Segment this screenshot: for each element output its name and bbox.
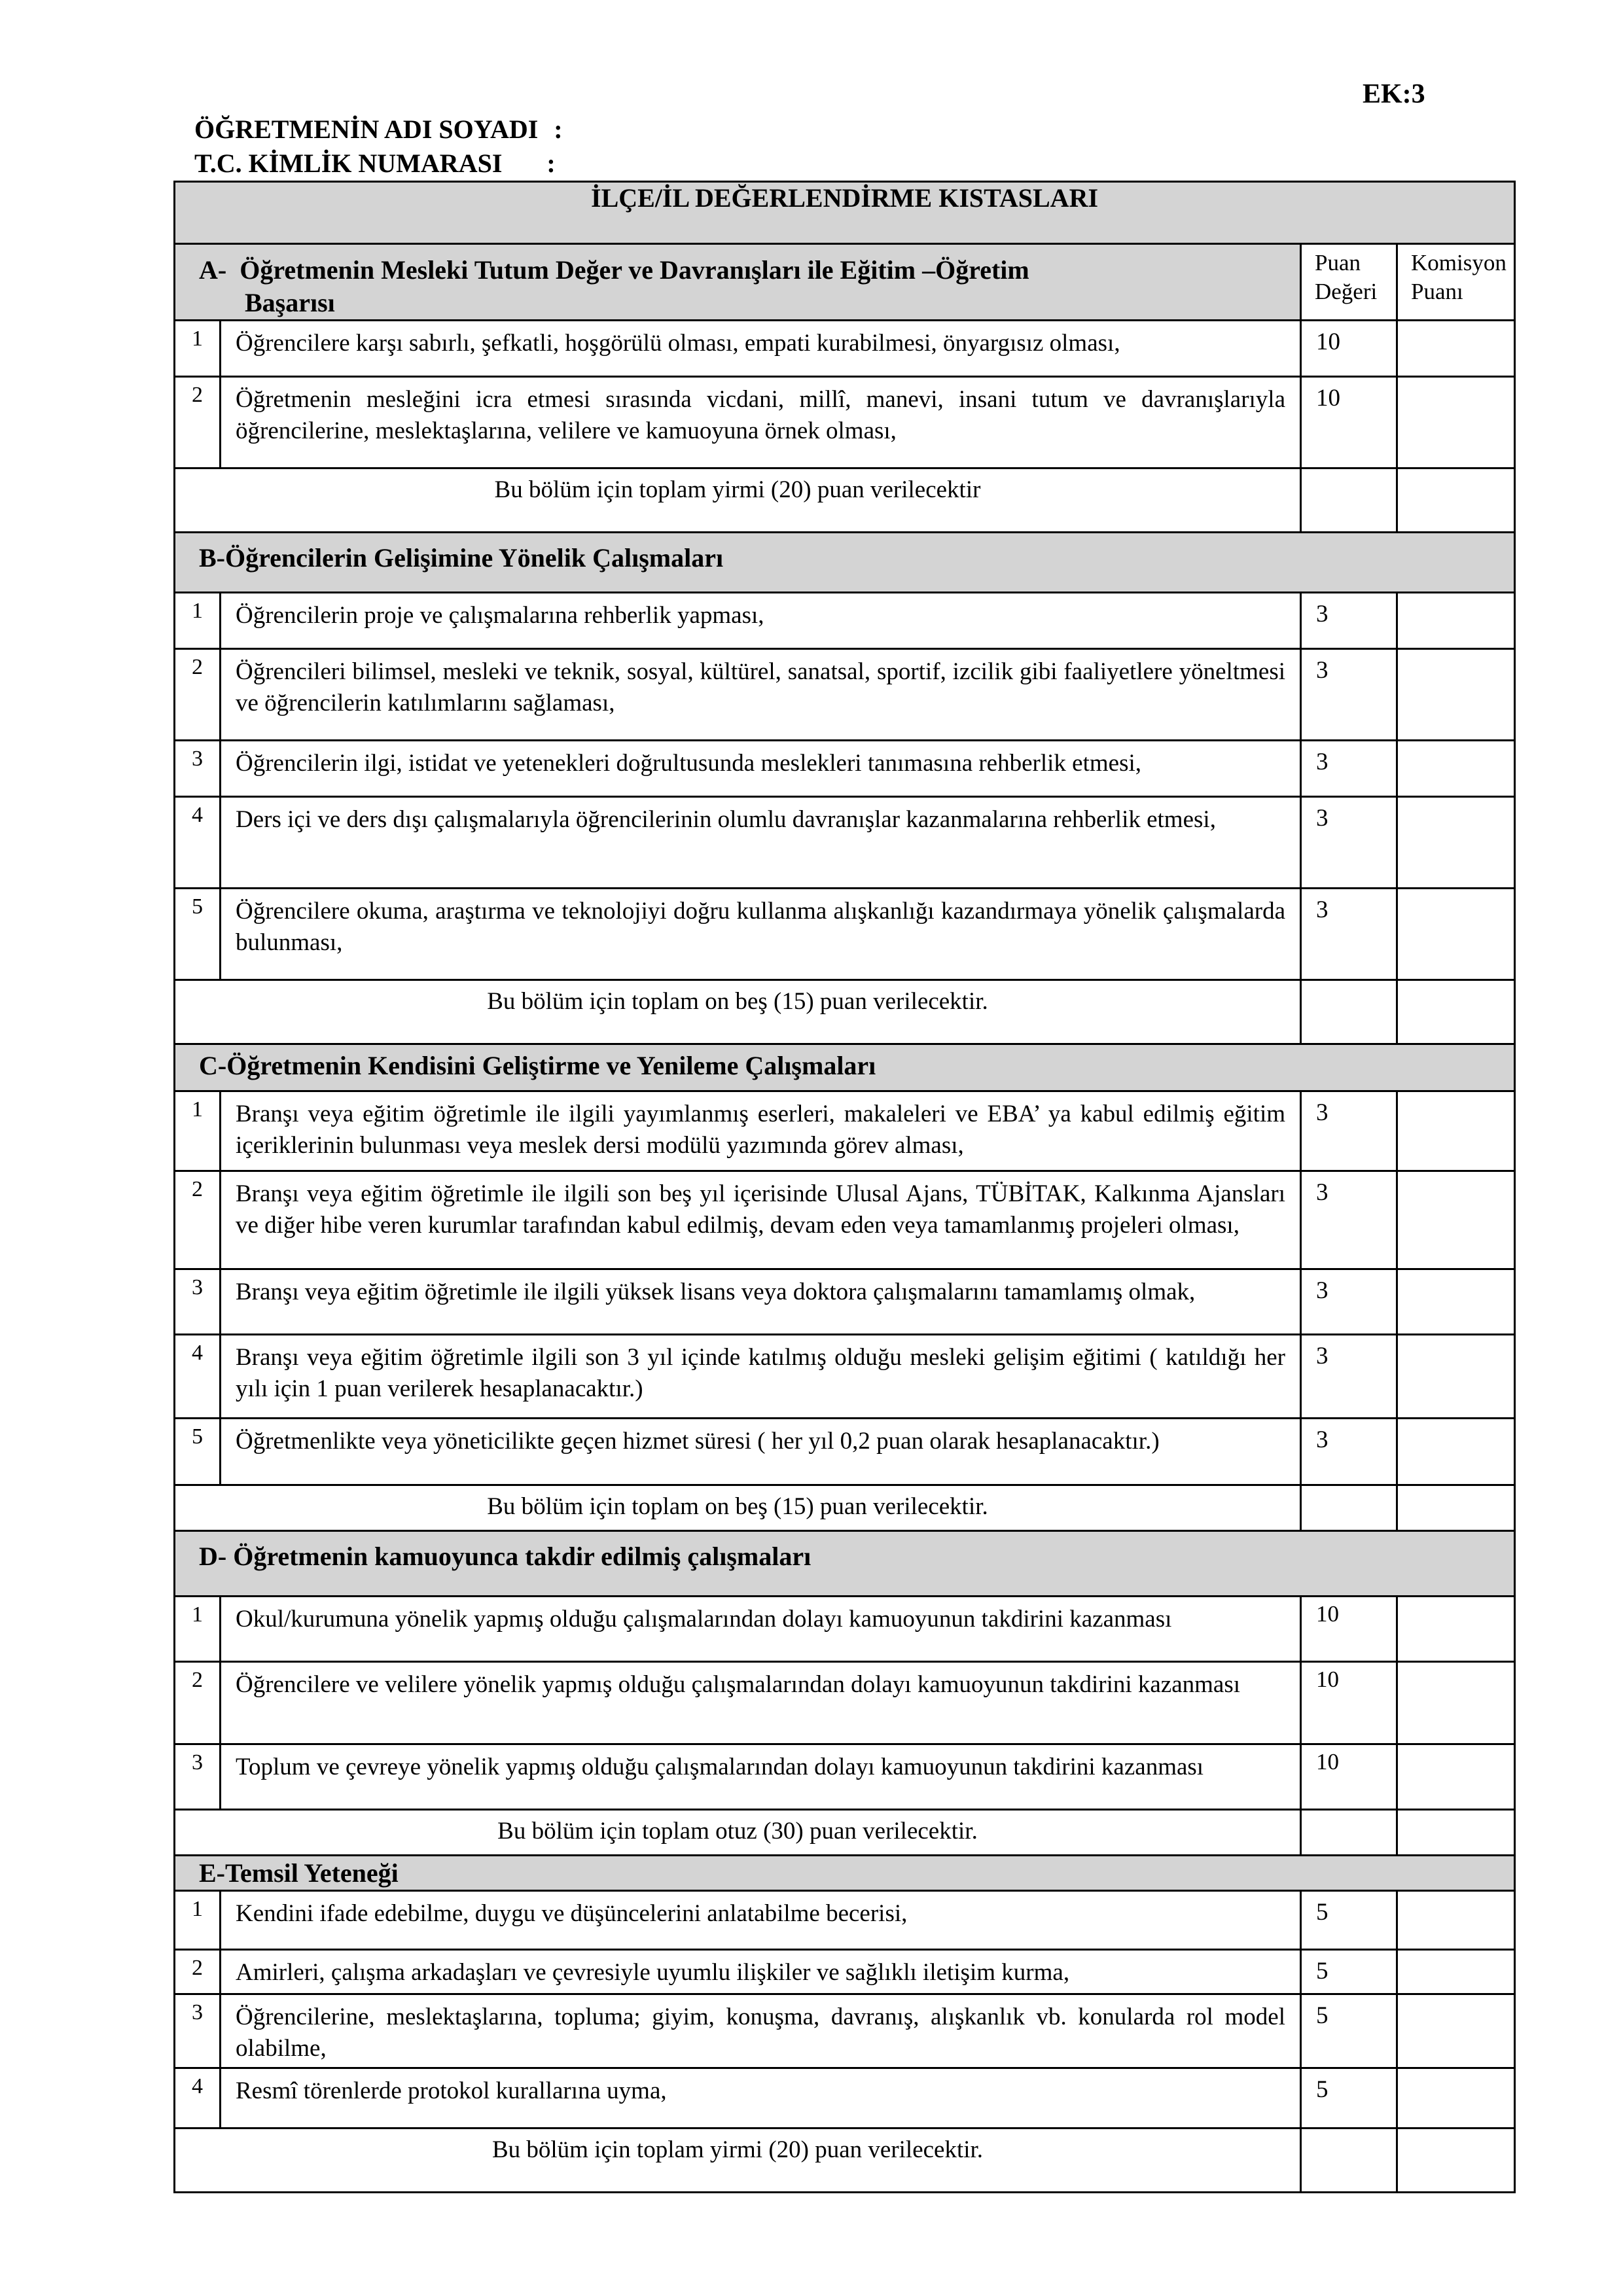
criterion-text: Resmî törenlerde protokol kurallarına uyma, — [221, 2068, 1301, 2128]
point-value: 3 — [1301, 889, 1397, 980]
criterion-text: Öğrencilerine, meslektaşlarına, topluma; giyim, konuşma, davranış, alışkanlık vb. konularda rol model olabilme, — [221, 1994, 1301, 2068]
section-summary-row — [175, 468, 1515, 533]
section-d-header-row — [175, 1531, 1515, 1597]
commission-score-cell[interactable] — [1397, 1335, 1515, 1419]
commission-score-cell[interactable] — [1397, 1891, 1515, 1950]
criterion-text: Toplum ve çevreye yönelik yapmış olduğu çalışmalarından dolayı kamuoyunun takdirini kazanması — [221, 1744, 1301, 1810]
table-row — [175, 321, 1515, 377]
table-title-row — [175, 182, 1515, 244]
section-b-title: B-Öğrencilerin Gelişimine Yönelik Çalışmaları — [175, 533, 1515, 593]
item-number: 2 — [175, 1662, 221, 1744]
point-total-cell — [1301, 980, 1397, 1044]
item-number: 3 — [175, 1994, 221, 2068]
table-row — [175, 1662, 1515, 1744]
teacher-id-colon: : — [546, 149, 556, 178]
section-b-summary: Bu bölüm için toplam on beş (15) puan verilecektir. — [175, 980, 1301, 1044]
teacher-id-label: T.C. KİMLİK NUMARASI — [194, 149, 503, 178]
section-summary-row — [175, 980, 1515, 1044]
point-value: 10 — [1301, 1597, 1397, 1662]
point-value: 5 — [1301, 1891, 1397, 1950]
point-value: 3 — [1301, 797, 1397, 889]
point-value: 10 — [1301, 377, 1397, 468]
commission-score-cell[interactable] — [1397, 377, 1515, 468]
annex-label: EK:3 — [1363, 79, 1425, 109]
point-value: 3 — [1301, 1091, 1397, 1171]
commission-score-cell[interactable] — [1397, 1171, 1515, 1269]
criterion-text: Kendini ifade edebilme, duygu ve düşüncelerini anlatabilme becerisi, — [221, 1891, 1301, 1950]
criterion-text: Öğrencilere karşı sabırlı, şefkatli, hoşgörülü olması, empati kurabilmesi, önyargısız olması, — [221, 321, 1301, 377]
table-row — [175, 377, 1515, 468]
commission-score-cell[interactable] — [1397, 1662, 1515, 1744]
item-number: 1 — [175, 1597, 221, 1662]
point-value: 5 — [1301, 2068, 1397, 2128]
section-a-title — [175, 244, 1301, 321]
item-number: 3 — [175, 741, 221, 797]
point-total-cell — [1301, 2128, 1397, 2193]
commission-score-cell[interactable] — [1397, 1269, 1515, 1335]
section-summary-row — [175, 1485, 1515, 1531]
criterion-text: Öğrencilere okuma, araştırma ve teknolojiyi doğru kullanma alışkanlığı kazandırmaya yönelik çalışmalarda bulunması, — [221, 889, 1301, 980]
point-value: 10 — [1301, 321, 1397, 377]
item-number: 3 — [175, 1269, 221, 1335]
table-row — [175, 1171, 1515, 1269]
criterion-text: Ders içi ve ders dışı çalışmalarıyla öğrencilerinin olumlu davranışlar kazanmalarına rehberlik etmesi, — [221, 797, 1301, 889]
section-a-summary: Bu bölüm için toplam yirmi (20) puan verilecektir — [175, 468, 1301, 533]
point-value: 3 — [1301, 593, 1397, 649]
item-number: 4 — [175, 1335, 221, 1419]
table-row — [175, 797, 1515, 889]
point-total-cell — [1301, 1810, 1397, 1856]
commission-total-cell[interactable] — [1397, 1485, 1515, 1531]
criterion-text: Öğrencilere ve velilere yönelik yapmış olduğu çalışmalarından dolayı kamuoyunun takdirini kazanması — [221, 1662, 1301, 1744]
section-c-title: C-Öğretmenin Kendisini Geliştirme ve Yenileme Çalışmaları — [175, 1044, 1515, 1091]
section-e-header-row — [175, 1856, 1515, 1891]
commission-score-cell[interactable] — [1397, 797, 1515, 889]
table-title: İLÇE/İL DEĞERLENDİRME KISTASLARI — [175, 182, 1515, 244]
point-value: 3 — [1301, 1171, 1397, 1269]
table-row — [175, 889, 1515, 980]
section-a-prefix: A- — [199, 255, 227, 285]
point-value: 10 — [1301, 1744, 1397, 1810]
section-c-summary: Bu bölüm için toplam on beş (15) puan verilecektir. — [175, 1485, 1301, 1531]
point-value: 3 — [1301, 741, 1397, 797]
column-header-puan: Puan Değeri — [1301, 244, 1397, 321]
item-number: 1 — [175, 593, 221, 649]
commission-score-cell[interactable] — [1397, 1091, 1515, 1171]
evaluation-criteria-table — [173, 181, 1516, 2193]
section-a-header-row — [175, 244, 1515, 321]
point-total-cell — [1301, 1485, 1397, 1531]
item-number: 5 — [175, 1419, 221, 1485]
table-row — [175, 741, 1515, 797]
table-row — [175, 1269, 1515, 1335]
point-value: 3 — [1301, 1335, 1397, 1419]
commission-score-cell[interactable] — [1397, 1950, 1515, 1994]
point-value: 5 — [1301, 1994, 1397, 2068]
table-row — [175, 1891, 1515, 1950]
teacher-name-line — [194, 114, 563, 145]
section-a-title-text: Öğretmenin Mesleki Tutum Değer ve Davranışları ile Eğitim –Öğretim — [240, 255, 1029, 285]
criterion-text: Amirleri, çalışma arkadaşları ve çevresiyle uyumlu ilişkiler ve sağlıklı iletişim kurma, — [221, 1950, 1301, 1994]
section-a-title-line2: Başarısı — [245, 288, 335, 317]
item-number: 5 — [175, 889, 221, 980]
table-row — [175, 649, 1515, 741]
item-number: 2 — [175, 1950, 221, 1994]
table-row — [175, 1744, 1515, 1810]
table-row — [175, 593, 1515, 649]
item-number: 3 — [175, 1744, 221, 1810]
section-summary-row — [175, 2128, 1515, 2193]
table-row — [175, 1950, 1515, 1994]
commission-score-cell[interactable] — [1397, 1744, 1515, 1810]
commission-total-cell[interactable] — [1397, 2128, 1515, 2193]
item-number: 1 — [175, 321, 221, 377]
point-value: 5 — [1301, 1950, 1397, 1994]
item-number: 2 — [175, 377, 221, 468]
criterion-text: Branşı veya eğitim öğretimle ile ilgili yüksek lisans veya doktora çalışmalarını tamamlamış olmak, — [221, 1269, 1301, 1335]
criterion-text: Öğrencilerin ilgi, istidat ve yetenekleri doğrultusunda meslekleri tanımasına rehberlik etmesi, — [221, 741, 1301, 797]
point-value: 3 — [1301, 1419, 1397, 1485]
table-row — [175, 1994, 1515, 2068]
item-number: 1 — [175, 1091, 221, 1171]
commission-score-cell[interactable] — [1397, 889, 1515, 980]
item-number: 2 — [175, 649, 221, 741]
section-summary-row — [175, 1810, 1515, 1856]
criterion-text: Öğretmenlikte veya yöneticilikte geçen hizmet süresi ( her yıl 0,2 puan olarak hesaplanacaktır.) — [221, 1419, 1301, 1485]
section-e-summary: Bu bölüm için toplam yirmi (20) puan verilecektir. — [175, 2128, 1301, 2193]
point-value: 3 — [1301, 649, 1397, 741]
commission-total-cell[interactable] — [1397, 980, 1515, 1044]
criterion-text: Okul/kurumuna yönelik yapmış olduğu çalışmalarından dolayı kamuoyunun takdirini kazanması — [221, 1597, 1301, 1662]
item-number: 2 — [175, 1171, 221, 1269]
section-d-title: D- Öğretmenin kamuoyunca takdir edilmiş çalışmaları — [175, 1531, 1515, 1597]
section-b-header-row — [175, 533, 1515, 593]
table-row — [175, 1091, 1515, 1171]
commission-score-cell[interactable] — [1397, 649, 1515, 741]
point-value: 10 — [1301, 1662, 1397, 1744]
table-row — [175, 2068, 1515, 2128]
point-value: 3 — [1301, 1269, 1397, 1335]
criterion-text: Öğrencileri bilimsel, mesleki ve teknik, sosyal, kültürel, sanatsal, sportif, izcilik gibi faaliyetlere yöneltmesi ve öğrencilerin katılımlarını sağlaması, — [221, 649, 1301, 741]
criterion-text: Branşı veya eğitim öğretimle ilgili son 3 yıl içinde katılmış olduğu mesleki gelişim eğitimi ( katıldığı her yılı için 1 puan verilerek hesaplanacaktır.) — [221, 1335, 1301, 1419]
column-header-komisyon: Komisyon Puanı — [1397, 244, 1515, 321]
teacher-id-line — [194, 148, 556, 179]
commission-score-cell[interactable] — [1397, 2068, 1515, 2128]
table-row — [175, 1597, 1515, 1662]
point-total-cell — [1301, 468, 1397, 533]
table-row — [175, 1335, 1515, 1419]
commission-total-cell[interactable] — [1397, 468, 1515, 533]
section-e-title: E-Temsil Yeteneği — [175, 1856, 1515, 1891]
item-number: 1 — [175, 1891, 221, 1950]
item-number: 4 — [175, 797, 221, 889]
teacher-name-colon: : — [554, 115, 563, 144]
criterion-text: Öğrencilerin proje ve çalışmalarına rehberlik yapması, — [221, 593, 1301, 649]
section-c-header-row — [175, 1044, 1515, 1091]
commission-score-cell[interactable] — [1397, 1994, 1515, 2068]
section-d-summary: Bu bölüm için toplam otuz (30) puan verilecektir. — [175, 1810, 1301, 1856]
commission-score-cell[interactable] — [1397, 1419, 1515, 1485]
criterion-text: Branşı veya eğitim öğretimle ile ilgili yayımlanmış eserleri, makaleleri ve EBA’ ya kabul edilmiş eğitim içeriklerinin bulunması veya meslek dersi modülü yazımında görev alması, — [221, 1091, 1301, 1171]
commission-total-cell[interactable] — [1397, 1810, 1515, 1856]
commission-score-cell[interactable] — [1397, 593, 1515, 649]
commission-score-cell[interactable] — [1397, 741, 1515, 797]
criterion-text: Öğretmenin mesleğini icra etmesi sırasında vicdani, millî, manevi, insani tutum ve davranışlarıyla öğrencilerine, meslektaşlarına, velilere ve kamuoyuna örnek olması, — [221, 377, 1301, 468]
table-row — [175, 1419, 1515, 1485]
criterion-text: Branşı veya eğitim öğretimle ile ilgili son beş yıl içerisinde Ulusal Ajans, TÜBİTAK, Kalkınma Ajansları ve diğer hibe veren kurumlar tarafından kabul edilmiş, devam eden veya tamamlanmış projeleri olması, — [221, 1171, 1301, 1269]
item-number: 4 — [175, 2068, 221, 2128]
teacher-name-label: ÖĞRETMENİN ADI SOYADI — [194, 115, 539, 144]
commission-score-cell[interactable] — [1397, 1597, 1515, 1662]
commission-score-cell[interactable] — [1397, 321, 1515, 377]
